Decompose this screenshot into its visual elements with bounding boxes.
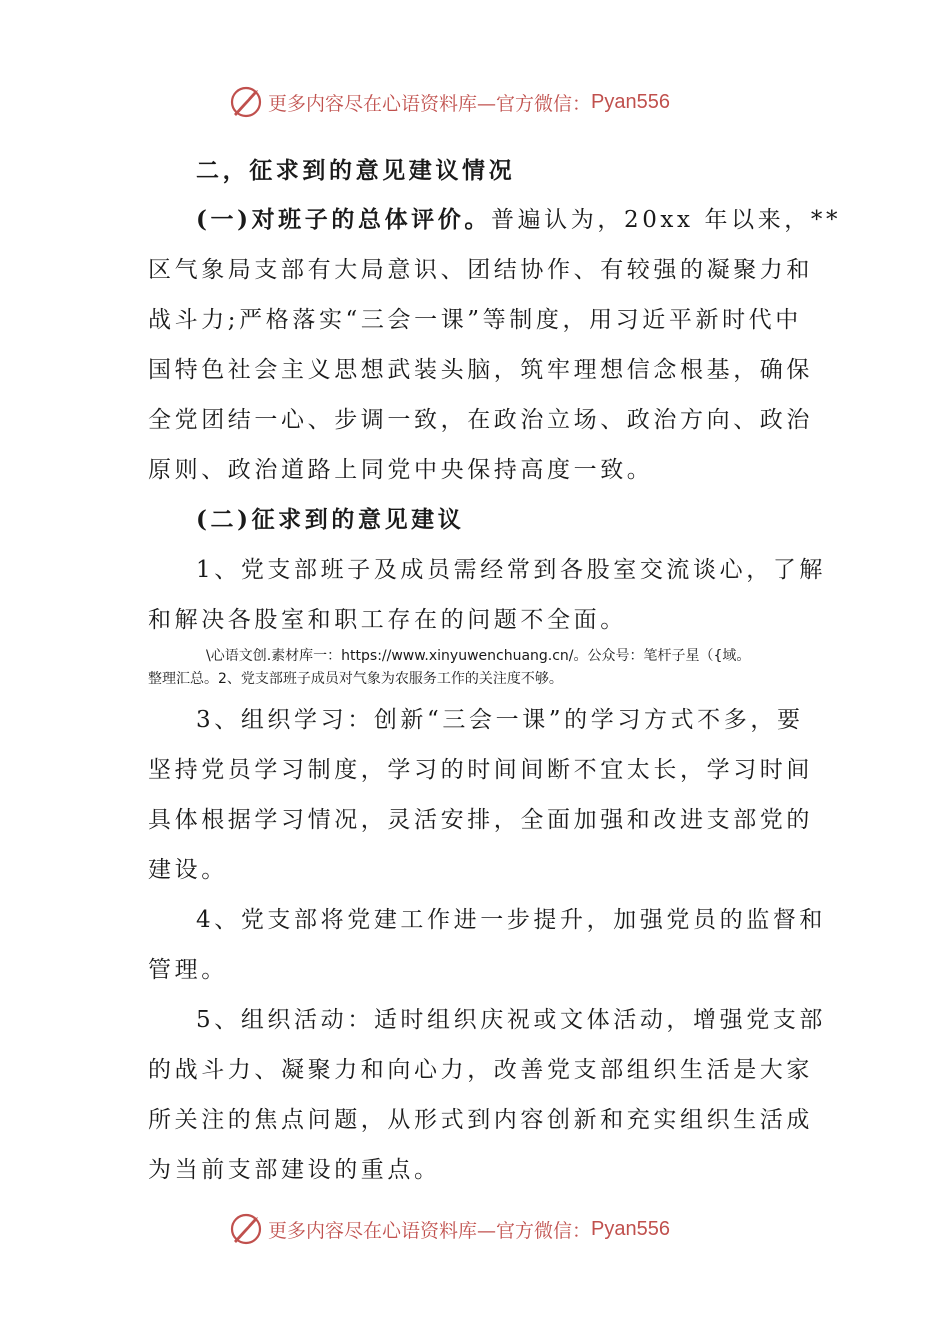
item5-line-4: 为当前支部建设的重点。 xyxy=(148,1157,441,1183)
item3-line-2: 坚持党员学习制度，学习的时间间断不宜太长，学习时间 xyxy=(148,757,813,783)
banner-wechat-id: Pyan556 xyxy=(591,1217,670,1240)
section1-line-3: 战斗力;严格落实“三会一课”等制度，用习近平新时代中 xyxy=(148,307,802,333)
section1-line-6: 原则、政治道路上同党中央保持高度一致。 xyxy=(148,457,654,483)
item1-line-1: 1、党支部班子及成员需经常到各股室交流谈心，了解 xyxy=(196,557,827,583)
item3-line-4: 建设。 xyxy=(148,857,228,883)
quill-logo-icon xyxy=(228,1211,264,1247)
section1-title: (一)对班子的总体评价。 xyxy=(196,206,491,233)
quill-logo-icon xyxy=(228,84,264,120)
section-heading: 二，征求到的意见建议情况 xyxy=(196,157,516,184)
item1-line-2: 和解决各股室和职工存在的问题不全面。 xyxy=(148,607,627,633)
banner-wechat-id: Pyan556 xyxy=(591,90,670,113)
item3-line-1: 3、组织学习：创新“三会一课”的学习方式不多，要 xyxy=(196,707,804,733)
banner-text: 更多内容尽在心语资料库—官方微信： xyxy=(268,92,592,115)
section1-line-5: 全党团结一心、步调一致，在政治立场、政治方向、政治 xyxy=(148,407,813,433)
item5-line-1: 5、组织活动：适时组织庆祝或文体活动，增强党支部 xyxy=(196,1007,827,1033)
section1-line-2: 区气象局支部有大局意识、团结协作、有较强的凝聚力和 xyxy=(148,257,813,283)
header-banner xyxy=(228,80,670,124)
section1-line-4: 国特色社会主义思想武装头脑，筑牢理想信念根基，确保 xyxy=(148,357,813,383)
section1-line-1 xyxy=(196,205,842,235)
watermark-note-line-2: 整理汇总。2、党支部班子成员对气象为农服务工作的关注度不够。 xyxy=(148,671,563,687)
section1-text: 普遍认为，20xx 年以来，** xyxy=(490,207,842,233)
footer-banner xyxy=(228,1207,670,1251)
banner-text: 更多内容尽在心语资料库—官方微信： xyxy=(268,1219,592,1242)
item4-line-1: 4、党支部将党建工作进一步提升，加强党员的监督和 xyxy=(196,907,827,933)
item3-line-3: 具体根据学习情况，灵活安排，全面加强和改进支部党的 xyxy=(148,807,813,833)
item5-line-3: 所关注的焦点问题，从形式到内容创新和充实组织生活成 xyxy=(148,1107,813,1133)
section2-title: (二)征求到的意见建议 xyxy=(196,506,465,533)
item4-line-2: 管理。 xyxy=(148,957,228,983)
item5-line-2: 的战斗力、凝聚力和向心力，改善党支部组织生活是大家 xyxy=(148,1057,813,1083)
watermark-note-line-1: \心语文创.素材库一：https://www.xinyuwenchuang.cn/。公众号：笔杆子星（{域。 xyxy=(206,648,751,664)
